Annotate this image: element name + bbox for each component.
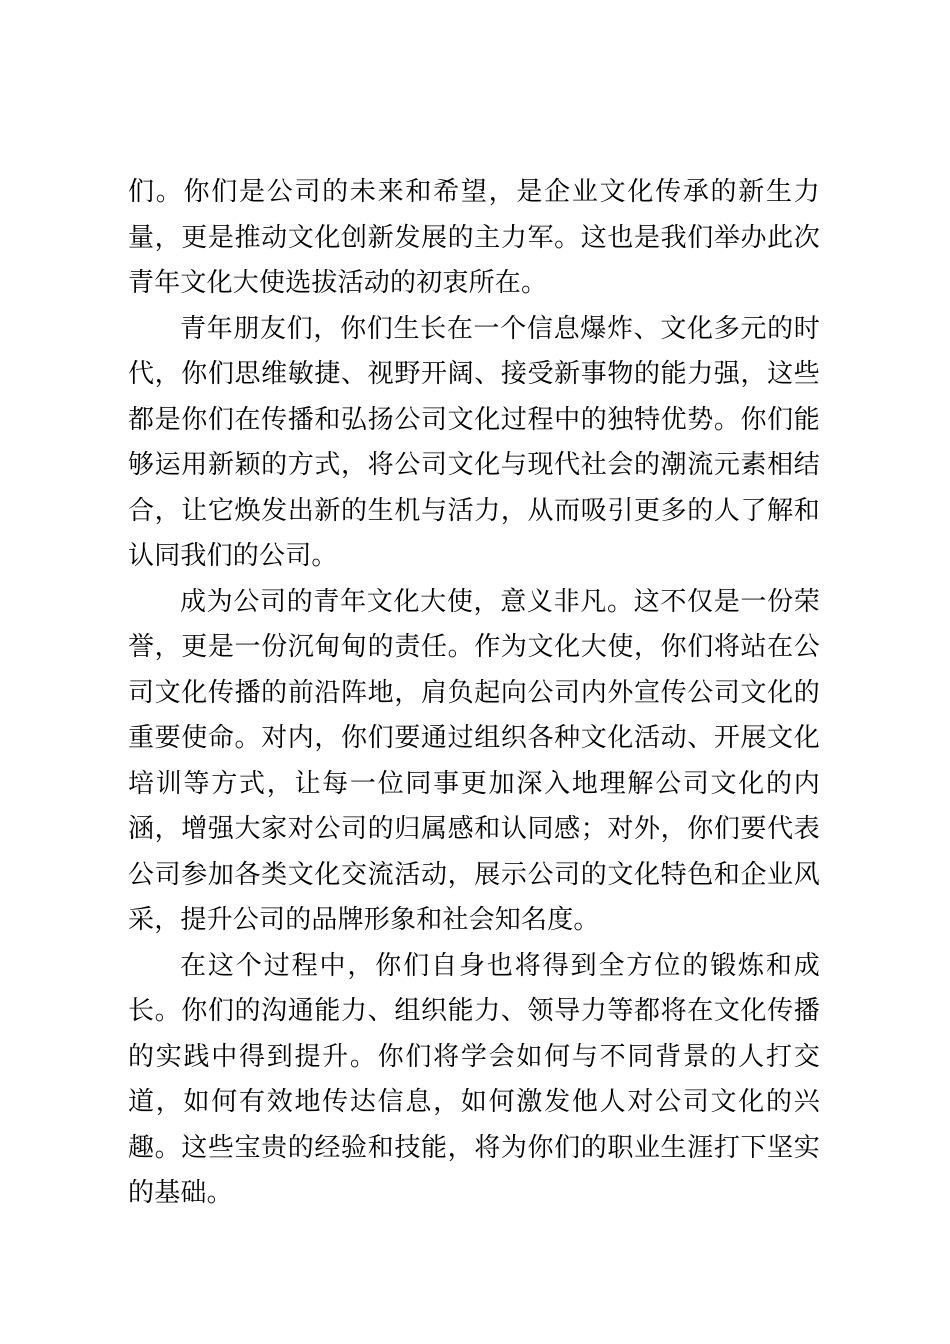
paragraph-ambassador-meaning: 成为公司的青年文化大使，意义非凡。这不仅是一份荣誉，更是一份沉甸甸的责任。作为文化大使，你们将站在公司文化传播的前沿阵地，肩负起向公司内外宣传公司文化的重要使命。对内，你们要通过组织各种文化活动、开展文化培训等方式，让每一位同事更加深入地理解公司文化的内涵，增强大家对公司的归属感和认同感；对外，你们要代表公司参加各类文化交流活动，展示公司的文化特色和企业风采，提升公司的品牌形象和社会知名度。 [128,586,820,935]
paragraph-youth-friends: 青年朋友们，你们生长在一个信息爆炸、文化多元的时代，你们思维敏捷、视野开阔、接受新事物的能力强，这些都是你们在传播和弘扬公司文化过程中的独特优势。你们能够运用新颖的方式，将公司文化与现代社会的潮流元素相结合，让它焕发出新的生机与活力，从而吸引更多的人了解和认同我们的公司。 [128,313,820,571]
document-body [128,170,820,1217]
paragraph-continuation: 们。你们是公司的未来和希望，是企业文化传承的新生力量，更是推动文化创新发展的主力军。这也是我们举办此次青年文化大使选拔活动的初衷所在。 [128,177,820,298]
paragraph-growth: 在这个过程中，你们自身也将得到全方位的锻炼和成长。你们的沟通能力、组织能力、领导力等都将在文化传播的实践中得到提升。你们将学会如何与不同背景的人打交道，如何有效地传达信息，如何激发他人对公司文化的兴趣。这些宝贵的经验和技能，将为你们的职业生涯打下坚实的基础。 [128,950,820,1208]
